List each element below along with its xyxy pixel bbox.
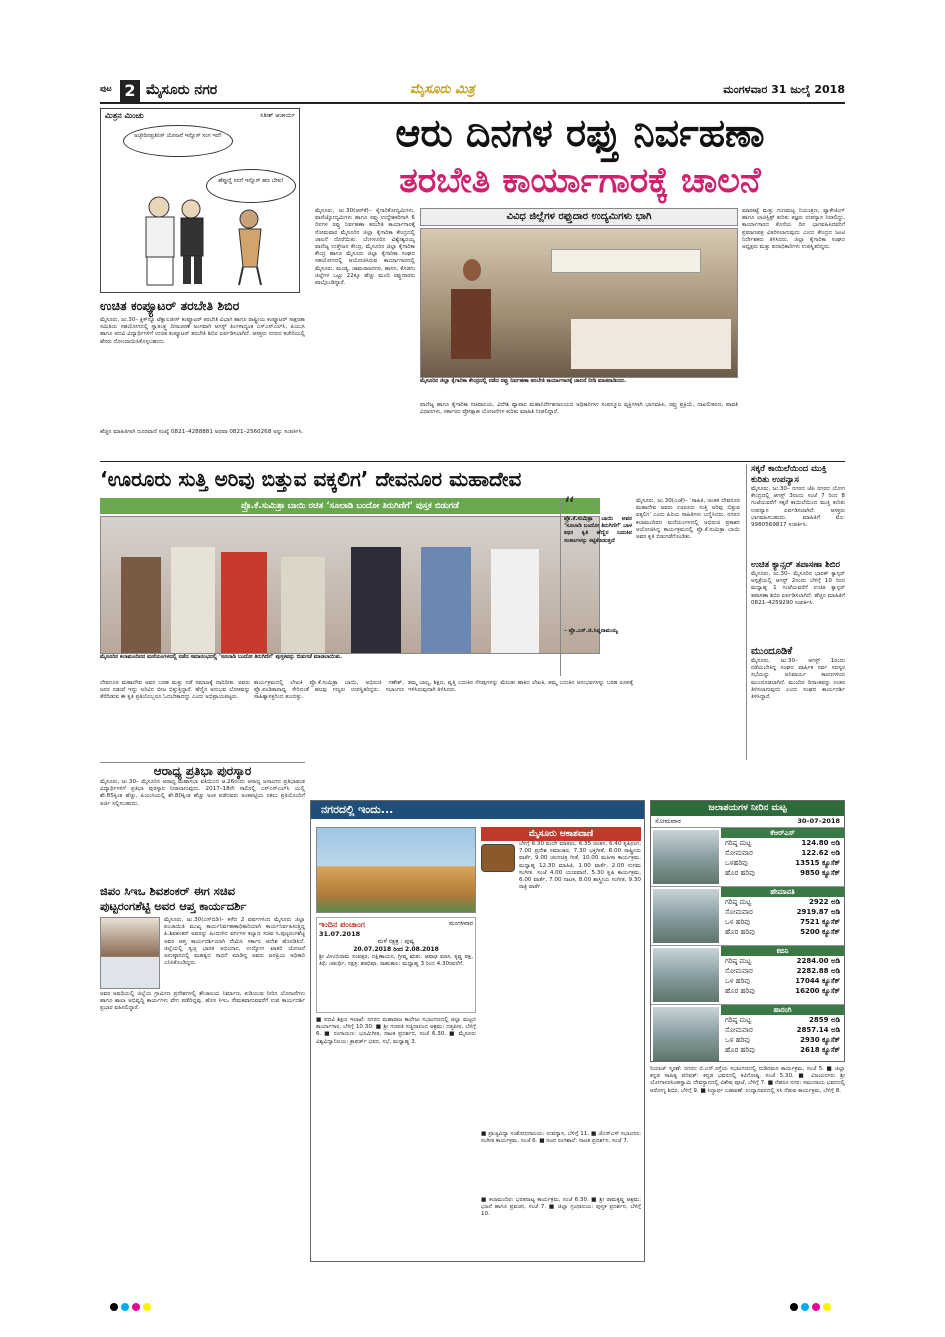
reservoir-box xyxy=(650,800,845,1062)
diabetes-headline: ಸಕ್ಕರೆ ಕಾಯಿಲೆಯಿಂದ ಮುಕ್ತಿ ಕುರಿತು ಉಪನ್ಯಾಸ xyxy=(751,464,827,485)
lead-body-col2: ವಾಣಿಜ್ಯ ಹಾಗೂ ಕೈಗಾರಿಕಾ ಸಚಿವಾಲಯ, ವಿದೇಶಿ ವ್ಯಾಪಾರ ಮಹಾನಿರ್ದೇಶನಾಲಯದ ಅಧಿಕಾರಿಗಳು ಸಂಪನ್ಮೂಲ ವ್ಯಕ್ತಿಗಳಾಗಿ ಭಾಗವಹಿಸಿ, ರಫ್ತು ಪ್ರಕ್ರಿಯೆ, ದಾಖಲೀಕರಣ, ಪಾವತಿ ವಿಧಾನಗಳು, ಸರ್ಕಾರದ ಪ್ರೋತ್ಸಾಹ ಯೋಜನೆಗಳ ಕುರಿತು ಮಾಹಿತಿ ನೀಡಲಿದ್ದಾರೆ. xyxy=(420,402,738,416)
devanur-body-2: ದೇವನೂರ ಮಹಾದೇವ ಅವರ ಬರಹ ಮತ್ತು ನಡೆ ಸಮಾಜಕ್ಕೆ ದಾರಿದೀಪ. ಅವರು ಜನರ ನಡುವೆ ಇದ್ದು ಅರಿವಿನ ಬೀಜ ಬಿತ್ತುತ್ತಿದ್ದಾರೆ. ಹೆಣ್ಣಿನ ಅನುಭವ ಲೋಕವನ್ನು ತೆರೆದಿಡುವ ಈ ಕೃತಿ ಪ್ರತಿಯೊಬ್ಬರೂ ಓದಬೇಕಾದದ್ದು ಎಂದು ಅಭಿಪ್ರಾಯಪಟ್ಟರು. xyxy=(100,680,250,701)
award-body: ಮೈಸೂರು, ಜು.30– ಮೈಸೂರಿನ ಆರಾಧ್ಯ ಮಹಾಸಭಾ ವತಿಯಿಂದ ಆ.26ರಂದು ಆರಾಧ್ಯ ಜನಾಂಗದ ಪ್ರತಿಭಾವಂತ ವಿದ್ಯಾರ್ಥಿಗಳಿಗೆ ಪ್ರತಿಭಾ ಪುರಸ್ಕಾರ ನೀಡಲಾಗುವುದು. 2017–18ನೇ ಸಾಲಿನಲ್ಲಿ ಎಸ್ಎಸ್ಎಲ್‌ಸಿ ಯಲ್ಲಿ ಶೇ.85ಕ್ಕಿಂತ ಹೆಚ್ಚು, ಪಿಯುಸಿಯಲ್ಲಿ ಶೇ.80ಕ್ಕಿಂತ ಹೆಚ್ಚು ಅಂಕ ಪಡೆದವರು ಅಂಕಪಟ್ಟಿಯ ನಕಲು ಪ್ರತಿಯೊಂದಿಗೆ ಅರ್ಜಿ ಸಲ್ಲಿಸಬಹುದು. xyxy=(100,779,305,807)
dam-stat-row: ಒಳ ಹರಿವು 2930 ಕ್ಯೂಸೆಕ್ xyxy=(725,1036,840,1044)
cartoon-title: ಮಿತ್ರನ ಮಿಂಚು xyxy=(105,111,144,120)
city-events: ■ ಪದವಿ ಶಿಕ್ಷಣ ಇಲಾಖೆ: ನಗರದ ಮಹಾರಾಜ ಕಾಲೇಜು ಸಭಾಂಗಣದಲ್ಲಿ ಜಿಲ್ಲಾ ಮಟ್ಟದ ಕಾರ್ಯಾಗಾರ, ಬೆಳಿಗ್ಗೆ 10.30. ■ ಶ್ರೀ ಗಣಪತಿ ಸಚ್ಚಿದಾನಂದ ಆಶ್ರಮ: ದತ್ತಪೀಠ, ಬೆಳಿಗ್ಗೆ 6. ■ ರಂಗಾಯಣ: ಭೂಮಿಗೀತ, ನಾಟಕ ಪ್ರದರ್ಶನ, ಸಂಜೆ 6.30. ■ ಮೈಸೂರು ವಿಶ್ವವಿದ್ಯಾನಿಲಯ: ಕ್ರಾಫರ್ಡ್ ಭವನ, ಸಭೆ, ಮಧ್ಯಾಹ್ನ 3. xyxy=(316,1017,476,1045)
devanur-quote: ಪ್ರೊ.ಕೆ.ಸುಮಿತ್ರಾ ಬಾಯಿ ಅವರ ‘ಸೂಲಾಡಿ ಬಂದೋ ತಿರುಗಿಣಿಗೆ’ ಬಾಳ ಕಥನ ಕೃತಿ ಹೆಣ್ಣಿನ ಬದುಕಿನ ಸಂಕಟಗಳನ್ನು ಕಟ್ಟಿಕೊಡುತ್ತದೆ xyxy=(564,516,632,544)
dam-stat-row: ಸೋಮವಾರ 2282.88 ಅಡಿ xyxy=(725,967,840,975)
dam-stat-row: ಹೊರ ಹರಿವು 5200 ಕ್ಯೂಸೆಕ್ xyxy=(725,928,840,936)
dam-stat-row: ಸೋಮವಾರ 2857.14 ಅಡಿ xyxy=(725,1026,840,1034)
panchanga-box xyxy=(316,917,476,1013)
devanur-photo-banner: ಪ್ರೊ.ಕೆ.ಸುಮಿತ್ರಾ ಬಾಯಿ ರಚಿತ ‘ಸೂಲಾಡಿ ಬಂದೋ ತಿರುಗಿಣಿಗೆ’ ಪುಸ್ತಕ ಬಿಡುಗಡೆ xyxy=(100,498,600,514)
appointment-article xyxy=(100,884,305,1262)
paper-name: ಮೈಸೂರು ಮಿತ್ರ xyxy=(410,82,475,97)
dam-block xyxy=(651,886,844,945)
devanur-photo-caption: ಮೈಸೂರಿನ ಕಲಾಮಂದಿರದ ಮನೆಯಂಗಳದಲ್ಲಿ ನಡೆದ ಸಮಾರಂಭದಲ್ಲಿ ‘ಸೂಲಾಡಿ ಬಂದೋ ತಿರುಗಿಣಿಗೆ’ ಪುಸ್ತಕವನ್ನು ಬಿಡುಗಡೆ ಮಾಡಲಾಯಿತು. xyxy=(100,654,343,660)
quote-icon: “ xyxy=(564,494,576,519)
lead-body-col3: ಮಾರಕಟ್ಟೆ ಮತ್ತು ಗುಣಮಟ್ಟ ನಿಯಂತ್ರಣ, ಪ್ಯಾಕೇಜಿಂಗ್ ಹಾಗೂ ಲಾಜಿಸ್ಟಿಕ್ಸ್ ಕುರಿತು ತಜ್ಞರು ಉಪನ್ಯಾಸ ನೀಡಲಿದ್ದು, ಕಾರ್ಯಾಗಾರದ ಕೊನೆಯ ದಿನ ಭಾಗವಹಿಸಿದವರಿಗೆ ಪ್ರಮಾಣಪತ್ರ ವಿತರಿಸಲಾಗುವುದು ಎಂದು ಕೇಂದ್ರದ ಜಂಟಿ ನಿರ್ದೇಶಕರು ತಿಳಿಸಿದರು. ಜಿಲ್ಲಾ ಕೈಗಾರಿಕಾ ಸಂಘದ ಅಧ್ಯಕ್ಷರು ಮತ್ತು ಪದಾಧಿಕಾರಿಗಳು ಉಪಸ್ಥಿತರಿದ್ದರು. xyxy=(742,208,845,251)
lead-photo-banner: ವಿವಿಧ ಜಿಲ್ಲೆಗಳ ರಫ್ತುದಾರ ಉದ್ಯಮಿಗಳು ಭಾಗಿ xyxy=(420,208,738,226)
color-bar xyxy=(110,1296,154,1315)
panchanga-nakshatra: ಮಳೆ ನಕ್ಷತ್ರ : ಪುಷ್ಯ xyxy=(377,938,415,945)
cancer-camp-body: ಮೈಸೂರು, ಜು.30– ಮೈಸೂರಿನ ಭಾರತ್ ಕ್ಯಾನ್ಸರ್ ಆಸ್ಪತ್ರೆಯಲ್ಲಿ ಆಗಸ್ಟ್ 2ರಂದು ಬೆಳಿಗ್ಗೆ 10 ರಿಂದ ಮಧ್ಯಾಹ್ನ 1 ಗಂಟೆಯವರೆಗೆ ಉಚಿತ ಕ್ಯಾನ್ಸರ್ ತಪಾಸಣಾ ಶಿಬಿರ ಏರ್ಪಡಿಸಲಾಗಿದೆ. ಹೆಚ್ಚಿನ ಮಾಹಿತಿಗೆ 0821–4259290 ಸಂಪರ್ಕಿಸಿ. xyxy=(751,571,845,606)
panchanga-day: ಮಂಗಳವಾರ xyxy=(448,920,473,927)
appointment-body-2: ಅವರ ಅವಧಿಯಲ್ಲಿ ಜಿಲ್ಲೆಯ ಗ್ರಾಮೀಣ ಪ್ರದೇಶಗಳಲ್ಲಿ ಶೌಚಾಲಯ ನಿರ್ಮಾಣ, ಕುಡಿಯುವ ನೀರಿನ ಯೋಜನೆಗಳು ಹಾಗೂ ಶಾಲಾ ಅಭಿವೃದ್ಧಿ ಕಾರ್ಯಗಳು ವೇಗ ಪಡೆದಿದ್ದವು. ಹೊಸ ಸಿಇಒ ನೇಮಕವಾಗುವವರೆಗೆ ಉಪ ಕಾರ್ಯದರ್ಶಿ ಪ್ರಭಾರ ವಹಿಸಲಿದ್ದಾರೆ. xyxy=(100,991,305,1012)
city-events-2: ■ ಪ್ರಾಚ್ಯವಿದ್ಯಾ ಸಂಶೋಧನಾಲಯ: ಉಪನ್ಯಾಸ, ಬೆಳಿಗ್ಗೆ 11. ■ ಜೆಎಸ್ಎಸ್ ಸಭಾಂಗಣ: ಸಂಗೀತ ಕಾರ್ಯಕ್ರಮ, ಸಂಜೆ 6. ■ ನಟನ ರಂಗಶಾಲೆ: ನಾಟಕ ಪ್ರದರ್ಶನ, ಸಂಜೆ 7. xyxy=(481,1131,641,1145)
devanur-quote-box xyxy=(560,494,632,676)
computer-training-headline: ಉಚಿತ ಕಂಪ್ಯೂಟರ್ ತರಬೇತಿ ಶಿಬಿರ xyxy=(100,298,240,313)
appointment-headline-2: ಪುಟ್ಟರಂಗಶೆಟ್ಟಿ ಅವರ ಆಪ್ತ ಕಾರ್ಯದರ್ಶಿ xyxy=(100,899,247,913)
city-today-title: ನಗರದಲ್ಲಿ ಇಂದು... xyxy=(311,801,644,819)
radio-icon xyxy=(481,844,515,872)
divider xyxy=(100,461,845,462)
cancer-camp-headline: ಉಚಿತ ಕ್ಯಾನ್ಸರ್ ತಪಾಸಣಾ ಶಿಬಿರ xyxy=(751,560,840,570)
dam-image xyxy=(653,1007,719,1061)
dam-block xyxy=(651,1004,844,1063)
dam-block xyxy=(651,827,844,886)
dam-stat-row: ಸೋಮವಾರ 2919.87 ಅಡಿ xyxy=(725,908,840,916)
avatar xyxy=(100,917,160,989)
devanur-photo xyxy=(100,516,600,654)
dam-stat-row: ಸೋಮವಾರ 122.62 ಅಡಿ xyxy=(725,849,840,857)
dam-name: ಕಬಿನಿ xyxy=(721,946,844,956)
lead-body-col1: ಮೈಸೂರು, ಜು.30(ಆರ್‌ಕೆ)– ಕೈಗಾರಿಕೋದ್ಯಮಿಗಳು, ವಾಣಿಜ್ಯೋದ್ಯಮಿಗಳು ಹಾಗೂ ರಫ್ತು ಉದ್ದೇಶಕರಿಗಾಗಿ 6 ದಿನಗಳ ರಫ್ತು ನಿರ್ವಹಣಾ ತರಬೇತಿ ಕಾರ್ಯಾಗಾರಕ್ಕೆ ಸೋಮವಾರ ಮೈಸೂರಿನ ಜಿಲ್ಲಾ ಕೈಗಾರಿಕಾ ಕೇಂದ್ರದಲ್ಲಿ ಚಾಲನೆ ದೊರೆಯಿತು. ಬೆಂಗಳೂರಿನ ವಿಶ್ವೇಶ್ವರಯ್ಯ ವಾಣಿಜ್ಯ ಉತ್ತೇಜನ ಕೇಂದ್ರ, ಮೈಸೂರಿನ ಜಿಲ್ಲಾ ಕೈಗಾರಿಕಾ ಕೇಂದ್ರ ಹಾಗೂ ಮೈಸೂರು ಜಿಲ್ಲಾ ಕೈಗಾರಿಕಾ ಸಂಘದ ಸಹಯೋಗದಲ್ಲಿ ಆಯೋಜಿಸಿರುವ ಕಾರ್ಯಾಗಾರದಲ್ಲಿ ಮೈಸೂರು, ಮಂಡ್ಯ, ಚಾಮರಾಜನಗರ, ಹಾಸನ, ಕೊಡಗು ಜಿಲ್ಲೆಗಳ ಒಟ್ಟು 22ಕ್ಕೂ ಹೆಚ್ಚು ಮಂದಿ ರಫ್ತುದಾರರು ಪಾಲ್ಗೊಂಡಿದ್ದಾರೆ. xyxy=(315,208,415,287)
dam-stat-row: ಒಳಹರಿವು 13515 ಕ್ಯೂಸೆಕ್ xyxy=(725,859,840,867)
devanur-headline: ‘ಊರೂರು ಸುತ್ತಿ ಅರಿವು ಬಿತ್ತುವ ವಕ್ಕಲಿಗ’ ದೇವನೂರ ಮಹಾದೇವ xyxy=(100,467,522,491)
lead-photo xyxy=(420,228,738,378)
radio-schedule: ಬೆಳಿಗ್ಗೆ 6.30 ವಂದೇ ಮಾತರಂ, 6.35 ಚಿಂತನ, 6.40 ಕೃಷಿರಂಗ, 7.00 ಪ್ರದೇಶ ಸಮಾಚಾರ, 7.30 ಭಕ್ತಿಗೀತೆ, 8.00 ರಾಷ್ಟ್ರೀಯ ವಾರ್ತೆ, 9.00 ಚಲನಚಿತ್ರ ಗೀತೆ, 10.00 ಮಹಿಳಾ ಕಾರ್ಯಕ್ರಮ. ಮಧ್ಯಾಹ್ನ 12.30 ಮಾಹಿತಿ, 1.00 ವಾರ್ತೆ, 2.00 ಸುಗಮ ಸಂಗೀತ. ಸಂಜೆ 4.00 ಯುವವಾಣಿ, 5.30 ಕೃಷಿ ಕಾರ್ಯಕ್ರಮ, 6.00 ವಾರ್ತೆ, 7.00 ನಾಟಕ, 8.00 ಶಾಸ್ತ್ರೀಯ ಸಂಗೀತ, 9.30 ರಾತ್ರಿ ವಾರ್ತೆ. xyxy=(519,841,641,891)
cartoon-artist: ಸತೀಶ್ ಆಚಾರ್ಯ xyxy=(260,112,295,119)
lead-photo-caption: ಮೈಸೂರಿನ ಜಿಲ್ಲಾ ಕೈಗಾರಿಕಾ ಕೇಂದ್ರದಲ್ಲಿ ನಡೆದ ರಫ್ತು ನಿರ್ವಹಣಾ ತರಬೇತಿ ಕಾರ್ಯಾಗಾರಕ್ಕೆ ಚಾಲನೆ ನೀಡಿ ಮಾತನಾಡಿದರು. xyxy=(420,378,627,384)
dam-image xyxy=(653,830,719,884)
dam-stat-row: ಗರಿಷ್ಠ ಮಟ್ಟ 2859 ಅಡಿ xyxy=(725,1016,840,1024)
dam-stat-row: ಗರಿಷ್ಠ ಮಟ್ಟ 2284.00 ಅಡಿ xyxy=(725,957,840,965)
section-title: ಮೈಸೂರು ನಗರ xyxy=(146,82,218,98)
dam-stat-row: ಒಳ ಹರಿವು 17044 ಕ್ಯೂಸೆಕ್ xyxy=(725,977,840,985)
page-label: ಪುಟ xyxy=(100,84,112,93)
masthead xyxy=(100,80,845,104)
appointment-headline-1: ಜಿಪಂ ಸಿಇಒ ಶಿವಶಂಕರ್ ಈಗ ಸಚಿವ xyxy=(100,884,236,898)
reservoir-below-text: ರಿಯಾಜ್ ಸ್ಮರಣೆ: ನಗರದ ಬಿ.ಎನ್.ರಸ್ತೆಯ ಸಭಾಂಗಣದಲ್ಲಿ ನುಡಿನಮನ ಕಾರ್ಯಕ್ರಮ, ಸಂಜೆ 5. ■ ಜಿಲ್ಲಾ ಕನ್ನಡ ಸಾಹಿತ್ಯ ಪರಿಷತ್: ಕನ್ನಡ ಭವನದಲ್ಲಿ ಕವಿಗೋಷ್ಠಿ, ಸಂಜೆ 5.30. ■ ವಿಜಯನಗರ: ಶ್ರೀ ಯೋಗಾನರಸಿಂಹಸ್ವಾಮಿ ದೇವಸ್ಥಾನದಲ್ಲಿ ವಿಶೇಷ ಪೂಜೆ, ಬೆಳಿಗ್ಗೆ 7. ■ ನೆಹರೂ ನಗರ: ಸಮುದಾಯ ಭವನದಲ್ಲಿ ಆರೋಗ್ಯ ಶಿಬಿರ, ಬೆಳಿಗ್ಗೆ 9. ■ ಸಿದ್ಧಾರ್ಥ ಬಡಾವಣೆ: ಉದ್ಯಾನವನದಲ್ಲಿ ಸಸಿ ನೆಡುವ ಕಾರ್ಯಕ್ರಮ, ಬೆಳಿಗ್ಗೆ 8. xyxy=(650,1066,845,1094)
panchanga-range: 20.07.2018 ರಿಂದ 2.08.2018 xyxy=(353,946,439,953)
cartoon-bubble-1: ಅಚ್ಛೇದಿನಪ್ರತಿನಿಸ್ ಯೋಜನೆ ಇನ್ನೊಸ್ ಸಂಗ ಇದೆ! xyxy=(123,125,233,157)
award-article xyxy=(100,762,305,880)
computer-training-body: ಮೈಸೂರು, ಜು.30– ಕ್ಲಿಕ್‌ನ್ಯೂ ಟೆಕ್ನಾಲಜೀಸ್ ಕಂಪ್ಯೂಟರ್ ತರಬೇತಿ ವಿಭಾಗ ಹಾಗೂ ರಾಷ್ಟ್ರೀಯ ಕಂಪ್ಯೂಟರ್ ಸಾಕ್ಷರತಾ ಸಮಿತಿಯ ಸಹಯೋಗದಲ್ಲಿ ಸ್ವಾತಂತ್ರ್ಯ ದಿನಾಚರಣೆ ಅಂಗವಾಗಿ ಆಗಸ್ಟ್ ತಿಂಗಳಾದ್ಯಂತ ಎಸ್ಎಸ್ಎಲ್‌ಸಿ, ಪಿಯುಸಿ ಹಾಗೂ ಪದವಿ ವಿದ್ಯಾರ್ಥಿಗಳಿಗೆ ಉಚಿತ ಕಂಪ್ಯೂಟರ್ ತರಬೇತಿ ಶಿಬಿರ ಏರ್ಪಡಿಸಲಾಗಿದೆ. ಆಸಕ್ತರು ನಗರದ ಕಚೇರಿಯಲ್ಲಿ ಹೆಸರು ನೋಂದಾಯಿಸಿಕೊಳ್ಳಬಹುದು. xyxy=(100,317,305,345)
computer-training-article xyxy=(100,298,305,458)
dam-stat-row: ಹೊರ ಹರಿವು 9850 ಕ್ಯೂಸೆಕ್ xyxy=(725,869,840,877)
page-number: 2 xyxy=(120,80,140,102)
color-bar-right xyxy=(790,1296,834,1315)
dam-stat-row: ಗರಿಷ್ಠ ಮಟ್ಟ 2922 ಅಡಿ xyxy=(725,898,840,906)
appointment-body: ಮೈಸೂರು, ಜು.30(ಎಸ್‌ಬಿಡಿ)– ಕಳೆದ 2 ವರ್ಷಗಳಿಂದ ಮೈಸೂರು ಜಿಲ್ಲಾ ಪಂಚಾಯಿತಿ ಮುಖ್ಯ ಕಾರ್ಯನಿರ್ವಹಣಾಧಿಕಾರಿಯಾಗಿ ಕಾರ್ಯನಿರ್ವಹಿಸುತ್ತಿದ್ದ ಪಿ.ಶಿವಶಂಕರ್ ಅವರನ್ನು ಹಿಂದುಳಿದ ವರ್ಗಗಳ ಕಲ್ಯಾಣ ಸಚಿವ ಸಿ.ಪುಟ್ಟರಂಗಶೆಟ್ಟಿ ಅವರ ಆಪ್ತ ಕಾರ್ಯದರ್ಶಿಯಾಗಿ ನೇಮಿಸಿ ಸರ್ಕಾರ ಆದೇಶ ಹೊರಡಿಸಿದೆ. ಜಿಲ್ಲೆಯಲ್ಲಿ ಸ್ವಚ್ಛ ಭಾರತ ಅಭಿಯಾನ, ಉದ್ಯೋಗ ಖಾತರಿ ಯೋಜನೆ ಅನುಷ್ಠಾನದಲ್ಲಿ ಮಹತ್ವದ ಸಾಧನೆ ಮಾಡಿದ್ದ ಅವರು ಜನಪ್ರಿಯ ಅಧಿಕಾರಿ ಎನಿಸಿಕೊಂಡಿದ್ದರು. xyxy=(164,917,305,967)
dam-name: ಹಾರಂಗಿ xyxy=(721,1005,844,1015)
panchanga-date: 31.07.2018 xyxy=(319,930,361,938)
cartoon-bubble-2: ಹೆಪ್ಪುಣ್ಣಿ ನನಗೆ ಇನ್ನೊಸ್ ಹಣ ಬೇಕು! xyxy=(206,169,296,203)
dam-name: ಕೆಆರ್‌ಎಸ್ xyxy=(721,828,844,838)
postponed-body: ಮೈಸೂರು, ಜು.30– ಆಗಸ್ಟ್ 1ರಂದು ನಡೆಯಬೇಕಿದ್ದ ಸಂಘದ ವಾರ್ಷಿಕ ಸರ್ವ ಸದಸ್ಯರ ಸಭೆಯನ್ನು ಅನಿವಾರ್ಯ ಕಾರಣಗಳಿಂದ ಮುಂದೂಡಲಾಗಿದೆ. ಮುಂದಿನ ದಿನಾಂಕವನ್ನು ನಂತರ ತಿಳಿಸಲಾಗುವುದು ಎಂದು ಸಂಘದ ಕಾರ್ಯದರ್ಶಿ ತಿಳಿಸಿದ್ದಾರೆ. xyxy=(751,658,845,701)
lead-headline-2: ತರಬೇತಿ ಕಾರ್ಯಾಗಾರಕ್ಕೆ ಚಾಲನೆ xyxy=(399,161,761,201)
panchanga-text: ಶ್ರೀ ವಿಳಂಬಿನಾಮ ಸಂವತ್ಸರ, ದಕ್ಷಿಣಾಯನ, ಗ್ರೀಷ್ಮ ಋತು, ಆಷಾಢ ಮಾಸ, ಕೃಷ್ಣ ಪಕ್ಷ, ತಿಥಿ: ಚತುರ್ಥಿ, ನಕ್ಷತ್ರ: ಶತಭಿಷಾ. ರಾಹುಕಾಲ: ಮಧ್ಯಾಹ್ನ 3 ರಿಂದ 4.30ರವರೆಗೆ. xyxy=(319,954,473,968)
cartoon-box xyxy=(100,108,300,293)
reservoir-day: ಸೋಮವಾರ xyxy=(655,817,681,825)
award-headline: ಆರಾಧ್ಯ ಪ್ರತಿಭಾ ಪುರಸ್ಕಾರ xyxy=(153,764,252,778)
dam-block xyxy=(651,945,844,1004)
diabetes-body: ಮೈಸೂರು, ಜು.30– ನಗರದ ಜೆಪಿ ನಗರದ ಯೋಗ ಕೇಂದ್ರದಲ್ಲಿ ಆಗಸ್ಟ್ 3ರಂದು ಸಂಜೆ 7 ರಿಂದ 8 ಗಂಟೆಯವರೆಗೆ ಸಕ್ಕರೆ ಕಾಯಿಲೆಯಿಂದ ಮುಕ್ತಿ ಕುರಿತು ಉಪನ್ಯಾಸ ಏರ್ಪಡಿಸಲಾಗಿದೆ. ಆಸಕ್ತರು ಭಾಗವಹಿಸಬಹುದು. ಮಾಹಿತಿಗೆ ಮೊ: 9980569817 ಸಂಪರ್ಕಿಸಿ. xyxy=(751,486,845,529)
dam-image xyxy=(653,889,719,943)
reservoir-title: ಜಲಾಶಯಗಳ ನೀರಿನ ಮಟ್ಟ xyxy=(651,801,844,816)
city-events-3: ■ ಕಲಾಮಂದಿರ: ಭರತನಾಟ್ಯ ಕಾರ್ಯಕ್ರಮ, ಸಂಜೆ 6.30. ■ ಶ್ರೀ ರಾಮಕೃಷ್ಣ ಆಶ್ರಮ: ಭಜನೆ ಹಾಗೂ ಪ್ರವಚನ, ಸಂಜೆ 7. ■ ಜಿಲ್ಲಾ ಗ್ರಂಥಾಲಯ: ಪುಸ್ತಕ ಪ್ರದರ್ಶನ, ಬೆಳಿಗ್ಗೆ 10. xyxy=(481,1197,641,1218)
computer-training-contact: ಹೆಚ್ಚಿನ ಮಾಹಿತಿಗಾಗಿ ದೂರವಾಣಿ ಸಂಖ್ಯೆ 0821–4288881 ಅಥವಾ 0821–2560268 ಅನ್ನು ಸಂಪರ್ಕಿಸಿ. xyxy=(100,429,304,435)
postponed-headline: ಮುಂದೂಡಿಕೆ xyxy=(751,646,793,657)
panchanga-title: ಇಂದಿನ ಪಂಚಾಂಗ xyxy=(319,920,365,929)
dam-stat-row: ಒಳ ಹರಿವು 7521 ಕ್ಯೂಸೆಕ್ xyxy=(725,918,840,926)
right-column xyxy=(746,464,845,760)
reservoir-date: 30–07–2018 xyxy=(797,817,840,825)
devanur-body-3: ಕಾರ್ಯಕ್ರಮದಲ್ಲಿ ಲೇಖಕಿ ಪ್ರೊ.ಕೆ.ಸುಮಿತ್ರಾ ಬಾಯಿ, ಅಭಿರುಚಿ ಗಣೇಶ್, ಪ್ರೊ.ಪಂಡಿತಾರಾಧ್ಯ ಸೇರಿದಂತೆ ಹಲವು ಗಣ್ಯರು ಉಪಸ್ಥಿತರಿದ್ದರು. ಸಭಾಂಗಣ ಸಾಹಿತ್ಯಾಸಕ್ತರಿಂದ ತುಂಬಿತ್ತು. xyxy=(254,680,404,701)
radio-title: ಮೈಸೂರು ಆಕಾಶವಾಣಿ xyxy=(481,827,641,841)
cartoon-drawing xyxy=(121,179,291,289)
radio-box xyxy=(481,827,641,1127)
dam-stat-row: ಹೊರ ಹರಿವು 2618 ಕ್ಯೂಸೆಕ್ xyxy=(725,1046,840,1054)
devanur-photo-block xyxy=(100,498,600,676)
dam-stat-row: ಗರಿಷ್ಠ ಮಟ್ಟ 124.80 ಅಡಿ xyxy=(725,839,840,847)
city-today-box xyxy=(310,800,645,1262)
dam-stat-row: ಹೊರ ಹರಿವು 16200 ಕ್ಯೂಸೆಕ್ xyxy=(725,987,840,995)
dam-image xyxy=(653,948,719,1002)
dam-name: ಹೇಮಾವತಿ xyxy=(721,887,844,897)
lead-photo-block xyxy=(420,208,738,398)
palace-image xyxy=(316,827,476,913)
devanur-quote-author: – ಪ್ರೊ.ಎಸ್.ಜಿ.ಸಿದ್ದರಾಮಯ್ಯ xyxy=(564,628,618,634)
lead-headline-1: ಆರು ದಿನಗಳ ರಫ್ತು ನಿರ್ವಹಣಾ xyxy=(395,111,765,155)
devanur-body-4: ತಮ್ಮ ಬಾಲ್ಯ, ಶಿಕ್ಷಣ, ವೃತ್ತಿ ಬದುಕಿನ ನೆನಪುಗಳನ್ನು ಮೆಲುಕು ಹಾಕಿದ ಲೇಖಕಿ, ತಮ್ಮ ಬದುಕಿನ ಅನುಭವಗಳನ್ನು ಬರಹ ರೂಪಕ್ಕೆ ಇಳಿಸಿರುವುದಾಗಿ ತಿಳಿಸಿದರು. xyxy=(408,680,633,694)
devanur-body-1: ಮೈಸೂರು, ಜು.30(ಎಂಕೆ)– ‘ಸಾಹಿತಿ, ಚಿಂತಕ ದೇವನೂರ ಮಹಾದೇವ ಅವರು ಊರೂರು ಸುತ್ತಿ ಅರಿವು ಬಿತ್ತುವ ವಕ್ಕಲಿಗ’ ಎಂದು ಹಿರಿಯ ಸಾಹಿತಿಗಳು ಬಣ್ಣಿಸಿದರು. ನಗರದ ಕಲಾಮಂದಿರದ ಮನೆಯಂಗಳದಲ್ಲಿ ಅಭಿರುಚಿ ಪ್ರಕಾಶನ ಆಯೋಜಿಸಿದ್ದ ಕಾರ್ಯಕ್ರಮದಲ್ಲಿ ಪ್ರೊ.ಕೆ.ಸುಮಿತ್ರಾ ಬಾಯಿ ಅವರ ಕೃತಿ ಬಿಡುಗಡೆಗೊಂಡಿತು. xyxy=(636,498,740,541)
issue-date: ಮಂಗಳವಾರ 31 ಜುಲೈ 2018 xyxy=(723,83,845,96)
